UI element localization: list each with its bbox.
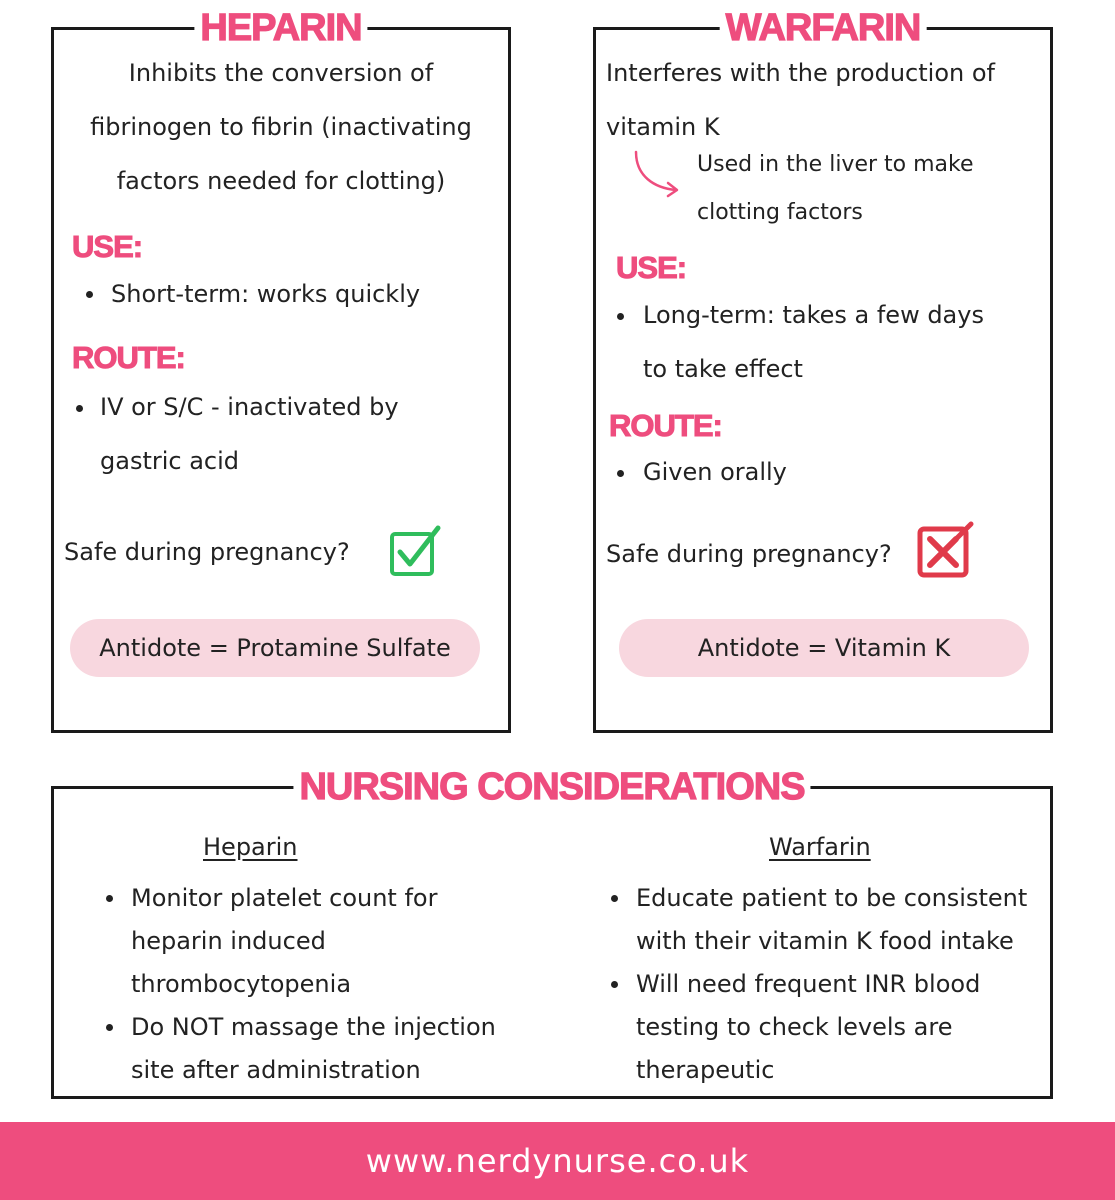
curved-arrow-icon	[628, 148, 684, 200]
website-link[interactable]: www.nerdynurse.co.uk	[365, 1142, 750, 1180]
heparin-description-line2: fibrinogen to fibrin (inactivating	[90, 113, 472, 141]
warfarin-note-line2: clotting factors	[697, 200, 863, 225]
nursing-heparin-item2-line2: site after administration	[131, 1056, 421, 1084]
heparin-pregnancy-question: Safe during pregnancy?	[64, 538, 350, 566]
bullet	[617, 470, 624, 477]
nursing-heparin-item1-line3: thrombocytopenia	[131, 970, 352, 998]
nursing-warfarin-item1-line2: with their vitamin K food intake	[636, 927, 1014, 955]
nursing-heparin-item1-line1: Monitor platelet count for	[131, 884, 438, 912]
heparin-route-heading: ROUTE:	[72, 340, 185, 375]
heparin-description-line1: Inhibits the conversion of	[128, 59, 434, 87]
bullet	[611, 895, 618, 902]
nursing-considerations-title: NURSING CONSIDERATIONS	[293, 767, 810, 807]
bullet	[86, 291, 93, 298]
nursing-warfarin-item2-line2: testing to check levels are	[636, 1013, 953, 1041]
heparin-route-line2: gastric acid	[100, 447, 240, 475]
bullet	[617, 313, 624, 320]
warfarin-antidote: Antidote = Vitamin K	[619, 619, 1029, 677]
heparin-description-line3: factors needed for clotting)	[116, 167, 446, 195]
heparin-use-heading: USE:	[72, 229, 143, 264]
warfarin-description-line2: vitamin K	[606, 113, 720, 141]
warfarin-pregnancy-question: Safe during pregnancy?	[606, 540, 892, 568]
heparin-antidote: Antidote = Protamine Sulfate	[70, 619, 480, 677]
nursing-heparin-heading: Heparin	[203, 833, 298, 861]
cross-icon	[915, 520, 975, 580]
warfarin-use-heading: USE:	[616, 250, 687, 285]
footer-banner	[0, 1122, 1115, 1200]
warfarin-use-line1: Long-term: takes a few days	[643, 301, 984, 329]
heparin-use-item: Short-term: works quickly	[111, 280, 421, 308]
bullet	[76, 405, 83, 412]
bullet	[106, 895, 113, 902]
nursing-warfarin-heading: Warfarin	[769, 833, 871, 861]
warfarin-description-line1: Interferes with the production of	[606, 59, 995, 87]
warfarin-use-line2: to take effect	[643, 355, 803, 383]
bullet	[611, 981, 618, 988]
bullet	[106, 1024, 113, 1031]
nursing-warfarin-item2-line3: therapeutic	[636, 1056, 775, 1084]
warfarin-title: WARFARIN	[720, 8, 927, 48]
check-icon	[388, 522, 444, 578]
nursing-warfarin-item2-line1: Will need frequent INR blood	[636, 970, 981, 998]
warfarin-note-line1: Used in the liver to make	[697, 152, 974, 177]
heparin-title: HEPARIN	[194, 8, 367, 48]
nursing-heparin-item1-line2: heparin induced	[131, 927, 326, 955]
warfarin-route-heading: ROUTE:	[609, 408, 722, 443]
heparin-route-line1: IV or S/C - inactivated by	[100, 393, 399, 421]
warfarin-route-item: Given orally	[643, 458, 787, 486]
nursing-warfarin-item1-line1: Educate patient to be consistent	[636, 884, 1028, 912]
nursing-heparin-item2-line1: Do NOT massage the injection	[131, 1013, 496, 1041]
